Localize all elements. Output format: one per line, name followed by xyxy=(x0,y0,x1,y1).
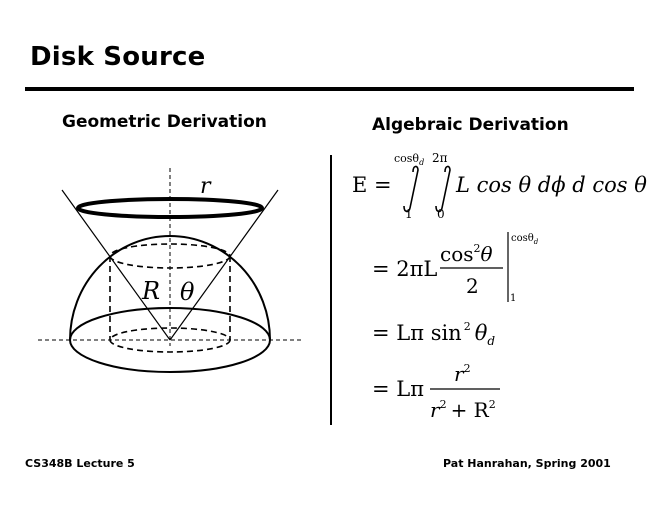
equation-line-4 xyxy=(372,362,500,422)
equation-line-3 xyxy=(372,320,495,348)
eq3-expression: = Lπ sin $^2$ $\theta_d$ xyxy=(372,320,496,348)
eval-lower: 1 xyxy=(510,293,517,304)
eq1-lhs: E = xyxy=(352,173,392,197)
int2-lower: 0 xyxy=(437,207,445,221)
algebraic-heading: Algebraic Derivation xyxy=(372,115,569,135)
footer-author: Pat Hanrahan, Spring 2001 xyxy=(443,457,611,470)
eq4-prefix: = Lπ xyxy=(372,377,425,401)
slide-title: Disk Source xyxy=(30,42,206,72)
footer-course: CS348B Lecture 5 xyxy=(25,457,135,470)
integral-sign-2 xyxy=(436,166,450,211)
label-r: r xyxy=(200,174,211,199)
label-R: R xyxy=(142,277,161,305)
eq2-prefix: = 2πL xyxy=(372,257,438,281)
equation-line-1 xyxy=(352,151,647,221)
geometric-heading: Geometric Derivation xyxy=(62,112,267,132)
eq4-denominator: $r^2 + R^2$ xyxy=(430,398,496,422)
eq1-integrand: L cos θ dϕ d cos θ xyxy=(456,173,647,197)
label-theta: θ xyxy=(180,278,195,306)
int2-upper: 2π xyxy=(432,151,448,165)
int1-lower: 1 xyxy=(405,207,413,221)
eq2-denominator: 2 xyxy=(466,274,479,298)
eq4-numerator: $r^2$ xyxy=(454,362,471,386)
equation-line-2 xyxy=(372,232,539,304)
eval-upper: cosθ$_d$ xyxy=(511,233,539,246)
eq2-numerator: $\cos^2\theta$ xyxy=(440,242,493,266)
integral-sign-1 xyxy=(404,166,418,211)
int1-upper: cosθ$_d$ xyxy=(394,152,425,167)
